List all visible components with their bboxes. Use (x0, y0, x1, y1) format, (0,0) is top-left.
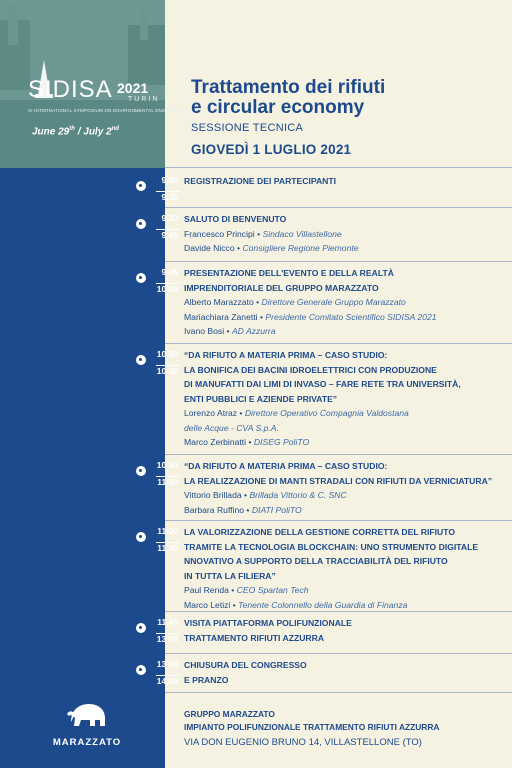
time-range (148, 614, 178, 648)
sidisa-logo-text: SIDISA (28, 76, 113, 103)
time-end: 10.00 (156, 284, 178, 294)
agenda-heading: REGISTRAZIONE DEI PARTECIPANTI (184, 176, 336, 186)
header (165, 0, 512, 168)
agenda-heading: TRATTAMENTO RIFIUTI AZZURRA (184, 632, 325, 643)
agenda-heading: LA VALORIZZAZIONE DELLA GESTIONE CORRETTA DEL RIFIUTO (184, 527, 456, 537)
dates-start: June 29 (32, 126, 70, 138)
agenda-heading: SALUTO DI BENVENUTO (184, 214, 287, 224)
agenda-heading: IN TUTTA LA FILIERA” (184, 570, 276, 581)
speaker-line (184, 583, 504, 598)
agenda-heading: “DA RIFIUTO A MATERIA PRIMA – CASO STUDIO: (184, 461, 388, 471)
agenda-divider (165, 653, 512, 654)
dates-end: / July 2 (74, 126, 112, 138)
speaker-name: Ivano Bosi (184, 326, 225, 336)
speaker-line (184, 598, 504, 613)
time-range (148, 264, 178, 298)
speaker-line (184, 295, 504, 310)
sidisa-logo-year: 2021 (117, 80, 149, 96)
agenda-heading: CHIUSURA DEL CONGRESSO (184, 660, 307, 670)
dates-start-sup: th (69, 126, 75, 132)
speaker-line (184, 324, 504, 339)
time-range (148, 346, 178, 380)
time-start: 11.00 (157, 526, 178, 536)
speaker-line (184, 503, 504, 518)
agenda-heading: “DA RIFIUTO A MATERIA PRIMA – CASO STUDIO: (184, 350, 388, 360)
speaker-separator: • (246, 437, 254, 447)
footer-company: GRUPPO MARAZZATO (184, 709, 275, 719)
footer-address: VIA DON EUGENIO BRUNO 14, VILLASTELLONE (TO) (184, 737, 422, 748)
agenda-divider (165, 207, 512, 208)
speaker-separator: • (234, 243, 243, 253)
time-range (148, 523, 178, 557)
agenda-content (184, 658, 504, 687)
speaker-separator: • (244, 504, 252, 515)
speaker-role: DIATI PoliTO (251, 504, 302, 515)
agenda-divider (165, 343, 512, 344)
time-end: 9.45 (161, 230, 178, 240)
time-range (148, 656, 178, 690)
agenda-heading: E PRANZO (184, 674, 229, 685)
agenda-content (184, 174, 504, 189)
speaker-separator: • (224, 326, 232, 336)
speaker-separator: • (237, 408, 245, 418)
speaker-separator: • (253, 297, 262, 307)
elephant-icon (65, 698, 109, 728)
agenda-heading: PRESENTAZIONE DELL'EVENTO E DELLA REALTÀ (184, 268, 394, 278)
time-start: 10.30 (156, 460, 178, 470)
agenda-content (184, 525, 504, 612)
timeline-bullet-icon (136, 623, 146, 633)
speaker-name: Marco Letizi (184, 599, 231, 610)
agenda-divider (165, 261, 512, 262)
time-end: 14.00 (156, 676, 178, 686)
footer-address-block (184, 708, 439, 749)
time-end: 10.30 (156, 366, 178, 376)
timeline-bullet-icon (136, 355, 146, 365)
header-divider (165, 167, 512, 168)
speaker-name: Marco Zerbinatti (184, 437, 247, 447)
time-start: 9.00 (161, 175, 178, 185)
speaker-role: Direttore Operativo Compagnia Valdostana (244, 408, 409, 418)
page-title (191, 78, 385, 118)
speaker-name: Davide Nicco (184, 243, 235, 253)
speaker-separator: • (230, 599, 239, 610)
agenda-heading: LA BONIFICA DEI BACINI IDROELETTRICI CON PRODUZIONE (184, 364, 437, 375)
time-start: 9.30 (161, 213, 178, 223)
agenda-heading: IMPRENDITORIALE DEL GRUPPO MARAZZATO (184, 282, 379, 293)
footer-plant: IMPIANTO POLIFUNZIONALE TRATTAMENTO RIFIUTI AZZURRA (184, 722, 440, 732)
time-start: 13.00 (156, 659, 178, 669)
speaker-role: CEO Spartan Tech (236, 585, 309, 595)
agenda-divider (165, 692, 512, 693)
agenda-divider (165, 520, 512, 521)
event-date: GIOVEDÌ 1 LUGLIO 2021 (191, 142, 352, 157)
agenda-heading: DI MANUFATTI DAI LIMI DI INVASO – FARE RETE TRA UNIVERSITÀ, (184, 379, 461, 389)
speaker-name: Francesco Principi (184, 228, 255, 239)
agenda-heading: NNOVATIVO A SUPPORTO DELLA TRACCIABILITÀ DEL RIFIUTO (184, 556, 448, 566)
speaker-role: AD Azzurra (231, 326, 276, 336)
time-range (148, 210, 178, 244)
time-range (148, 172, 178, 206)
title-line-2: e circular economy (191, 97, 365, 118)
time-end: 11.30 (157, 543, 178, 553)
sidisa-logo-city: TURIN (128, 96, 160, 103)
agenda-heading: LA REALIZZAZIONE DI MANTI STRADALI CON RIFIUTI DA VERNICIATURA” (184, 475, 493, 486)
time-start: 11.45 (157, 617, 178, 627)
title-line-1: Trattamento dei rifiuti (191, 77, 386, 98)
speaker-line (184, 227, 504, 242)
speaker-role: Brillada Vittorio & C. SNC (249, 490, 347, 500)
agenda-content (184, 266, 504, 339)
timeline-bullet-icon (136, 466, 146, 476)
speaker-line (184, 241, 504, 256)
agenda-divider (165, 611, 512, 612)
time-end: 11.00 (157, 477, 178, 487)
speaker-role: Tenente Colonnello della Guardia di Finanza (238, 599, 408, 610)
timeline-bullet-icon (136, 665, 146, 675)
speaker-separator: • (254, 228, 263, 239)
agenda-content (184, 212, 504, 256)
symposium-dates (32, 126, 119, 137)
marazzato-logo-word: MARAZZATO (52, 737, 122, 748)
time-end: 9.30 (161, 192, 178, 202)
timeline-bullet-icon (136, 532, 146, 542)
speaker-line (184, 406, 504, 421)
time-start: 9.45 (161, 267, 178, 277)
time-start: 10.00 (156, 349, 178, 359)
timeline-bullet-icon (136, 181, 146, 191)
timeline-bullet-icon (136, 219, 146, 229)
speaker-separator: • (228, 585, 237, 595)
speaker-separator: • (257, 311, 266, 322)
speaker-name: Paul Renda (184, 585, 229, 595)
agenda-divider (165, 454, 512, 455)
time-end: 13.00 (156, 634, 178, 644)
marazzato-logo (52, 698, 122, 748)
speaker-role: Sindaco Villastellone (262, 228, 342, 239)
agenda-content (184, 348, 504, 450)
sidisa-logo-subtitle: XI INTERNATIONAL SYMPOSIUM ON ENVIRONMENTAL ENGINEERING (28, 108, 190, 113)
speaker-role: DISEG PoliTO (253, 437, 310, 447)
speaker-role: Presidente Comitato Scientifico SIDISA 2021 (265, 311, 437, 322)
speaker-role: Direttore Generale Gruppo Marazzato (261, 297, 406, 307)
agenda-heading: VISITA PIATTAFORMA POLIFUNZIONALE (184, 618, 352, 628)
time-range (148, 457, 178, 491)
speaker-name: Barbara Ruffino (184, 504, 245, 515)
speaker-line (184, 435, 504, 450)
session-label: SESSIONE TECNICA (191, 122, 304, 134)
speaker-line (184, 488, 504, 503)
speaker-name: Alberto Marazzato (184, 297, 254, 307)
agenda-heading: ENTI PUBBLICI E AZIENDE PRIVATE” (184, 393, 338, 404)
speaker-name: Mariachiara Zanetti (184, 311, 258, 322)
agenda-heading: TRAMITE LA TECNOLOGIA BLOCKCHAIN: UNO STRUMENTO DIGITALE (184, 541, 479, 552)
speaker-role: delle Acque - CVA S.p.A. (184, 422, 279, 433)
timeline-bullet-icon (136, 273, 146, 283)
agenda-content (184, 459, 504, 517)
speaker-line (184, 310, 504, 325)
speaker-name: Lorenzo Atraz (184, 408, 238, 418)
speaker-line (184, 421, 504, 436)
agenda-content (184, 616, 504, 645)
speaker-separator: • (241, 490, 250, 500)
speaker-name: Vittorio Brillada (184, 490, 242, 500)
dates-end-sup: nd (111, 126, 119, 132)
speaker-role: Consigliere Regione Piemonte (242, 243, 359, 253)
